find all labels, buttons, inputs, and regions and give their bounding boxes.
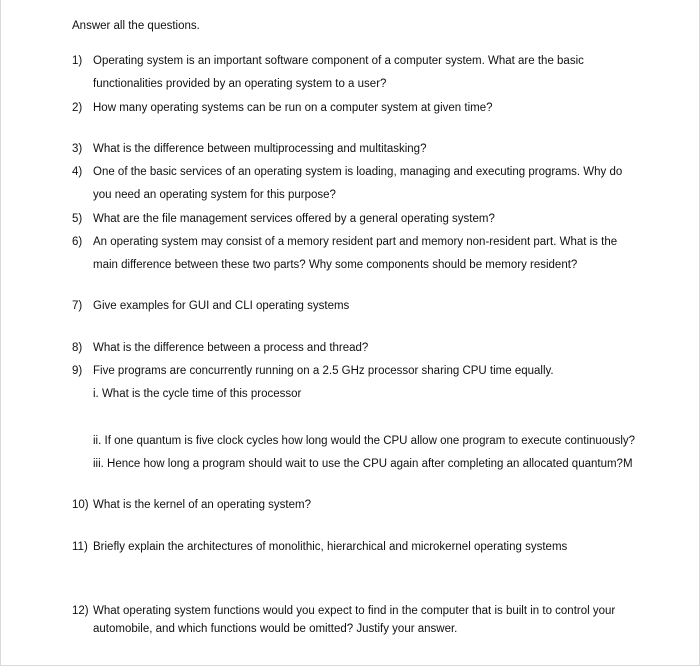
question-11-number: 11) bbox=[72, 541, 88, 553]
question-3-line-1: What is the difference between multiprocessing and multitasking? bbox=[93, 143, 427, 155]
question-2-line-1: How many operating systems can be run on a computer system at given time? bbox=[93, 102, 493, 114]
question-4-line-1: One of the basic services of an operating system is loading, managing and executing programs. Why do bbox=[93, 166, 623, 178]
question-9-sub-ii: ii. If one quantum is five clock cycles how long would the CPU allow one program to execute continuously? bbox=[93, 435, 636, 447]
question-5-line-1: What are the file management services offered by a general operating system? bbox=[93, 213, 495, 225]
question-12-line-1: What operating system functions would you expect to find in the computer that is built in to control your bbox=[93, 605, 616, 617]
instructions-heading: Answer all the questions. bbox=[72, 20, 200, 32]
question-1-number: 1) bbox=[72, 55, 83, 67]
question-10-line-1: What is the kernel of an operating system? bbox=[93, 499, 311, 511]
question-11-line-1: Briefly explain the architectures of monolithic, hierarchical and microkernel operating systems bbox=[93, 541, 568, 553]
question-8-number: 8) bbox=[72, 342, 83, 354]
question-3-number: 3) bbox=[72, 143, 83, 155]
question-1-line-1: Operating system is an important software component of a computer system. What are the basic bbox=[93, 55, 584, 67]
question-4-number: 4) bbox=[72, 166, 83, 178]
question-8-line-1: What is the difference between a process and thread? bbox=[93, 342, 369, 354]
question-9-number: 9) bbox=[72, 365, 83, 377]
question-7-number: 7) bbox=[72, 300, 83, 312]
question-5-number: 5) bbox=[72, 213, 83, 225]
question-2-number: 2) bbox=[72, 102, 83, 114]
question-9-sub-i: i. What is the cycle time of this processor bbox=[93, 388, 302, 400]
question-10-number: 10) bbox=[72, 499, 89, 511]
question-9-line-1: Five programs are concurrently running on a 2.5 GHz processor sharing CPU time equally. bbox=[93, 365, 554, 377]
question-1-line-2: functionalities provided by an operating system to a user? bbox=[93, 78, 387, 90]
question-4-line-2: you need an operating system for this purpose? bbox=[93, 189, 336, 201]
question-6-line-1: An operating system may consist of a memory resident part and memory non-resident part. What is the bbox=[93, 236, 618, 248]
question-6-number: 6) bbox=[72, 236, 83, 248]
question-12-line-2: automobile, and which functions would be omitted? Justify your answer. bbox=[93, 623, 458, 635]
question-7-line-1: Give examples for GUI and CLI operating systems bbox=[93, 300, 350, 312]
question-6-line-2: main difference between these two parts? Why some components should be memory resident? bbox=[93, 259, 578, 271]
question-9-sub-iii: iii. Hence how long a program should wait to use the CPU again after completing an allocated quantum?M bbox=[93, 458, 633, 470]
question-12-number: 12) bbox=[72, 605, 89, 617]
